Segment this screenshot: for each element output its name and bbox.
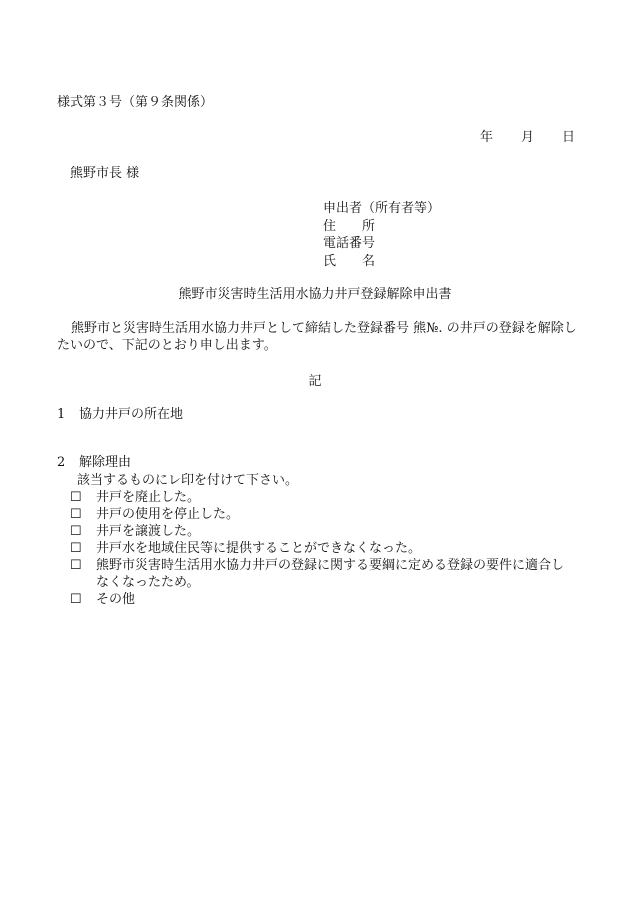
- document-title: 熊野市災害時生活用水協力井戸登録解除申出書: [178, 287, 452, 302]
- reason-text: 熊野市災害時生活用水協力井戸の登録に関する要綱に定める登録の要件に適合しなくなったため。: [96, 558, 565, 590]
- item-2-label: 解除理由: [79, 455, 132, 470]
- reason-checklist: [70, 489, 576, 608]
- checkbox[interactable]: ☐: [70, 558, 82, 573]
- reason-item: [70, 557, 576, 591]
- form-number: 様式第３号（第９条関係）: [57, 95, 214, 110]
- item-2-number: 2: [57, 455, 66, 470]
- checkbox[interactable]: ☐: [70, 592, 82, 607]
- reason-text: 井戸を譲渡した。: [96, 524, 201, 539]
- day-label: 日: [562, 130, 576, 145]
- reason-item: [70, 523, 576, 540]
- addressee: 熊野市長 様: [70, 166, 140, 181]
- ki-heading: 記: [308, 374, 322, 389]
- checkbox[interactable]: ☐: [70, 541, 82, 556]
- reason-item: [70, 506, 576, 523]
- reason-text: 井戸の使用を停止した。: [96, 507, 240, 522]
- phone-label: 電話番号: [323, 236, 376, 251]
- date-line: [480, 130, 575, 146]
- reason-text: 井戸水を地域住民等に提供することができなくなった。: [96, 541, 422, 556]
- year-label: 年: [480, 130, 494, 145]
- applicant-heading: 申出者（所有者等）: [323, 201, 441, 216]
- checkbox[interactable]: ☐: [70, 524, 82, 539]
- item-2-instruction: 該当するものにレ印を付けて下さい。: [77, 473, 299, 488]
- item-1-label: 協力井戸の所在地: [79, 407, 184, 422]
- item-2: [57, 455, 131, 471]
- reason-text: その他: [96, 592, 136, 607]
- reason-item: [70, 489, 576, 506]
- name-label: 氏 名: [323, 253, 376, 269]
- item-1-number: 1: [57, 407, 66, 422]
- address-label: 住 所: [323, 218, 376, 234]
- item-1: [57, 407, 183, 423]
- applicant-block: [323, 200, 440, 270]
- reason-text: 井戸を廃止した。: [96, 490, 201, 505]
- checkbox[interactable]: ☐: [70, 490, 82, 505]
- reason-item: [70, 591, 576, 608]
- body-paragraph: 熊野市と災害時生活用水協力井戸として締結した登録番号 熊№. の井戸の登録を解除したいので、下記のとおり申し出ます。: [57, 321, 577, 353]
- month-label: 月: [521, 130, 535, 145]
- checkbox[interactable]: ☐: [70, 507, 82, 522]
- reason-item: [70, 540, 576, 557]
